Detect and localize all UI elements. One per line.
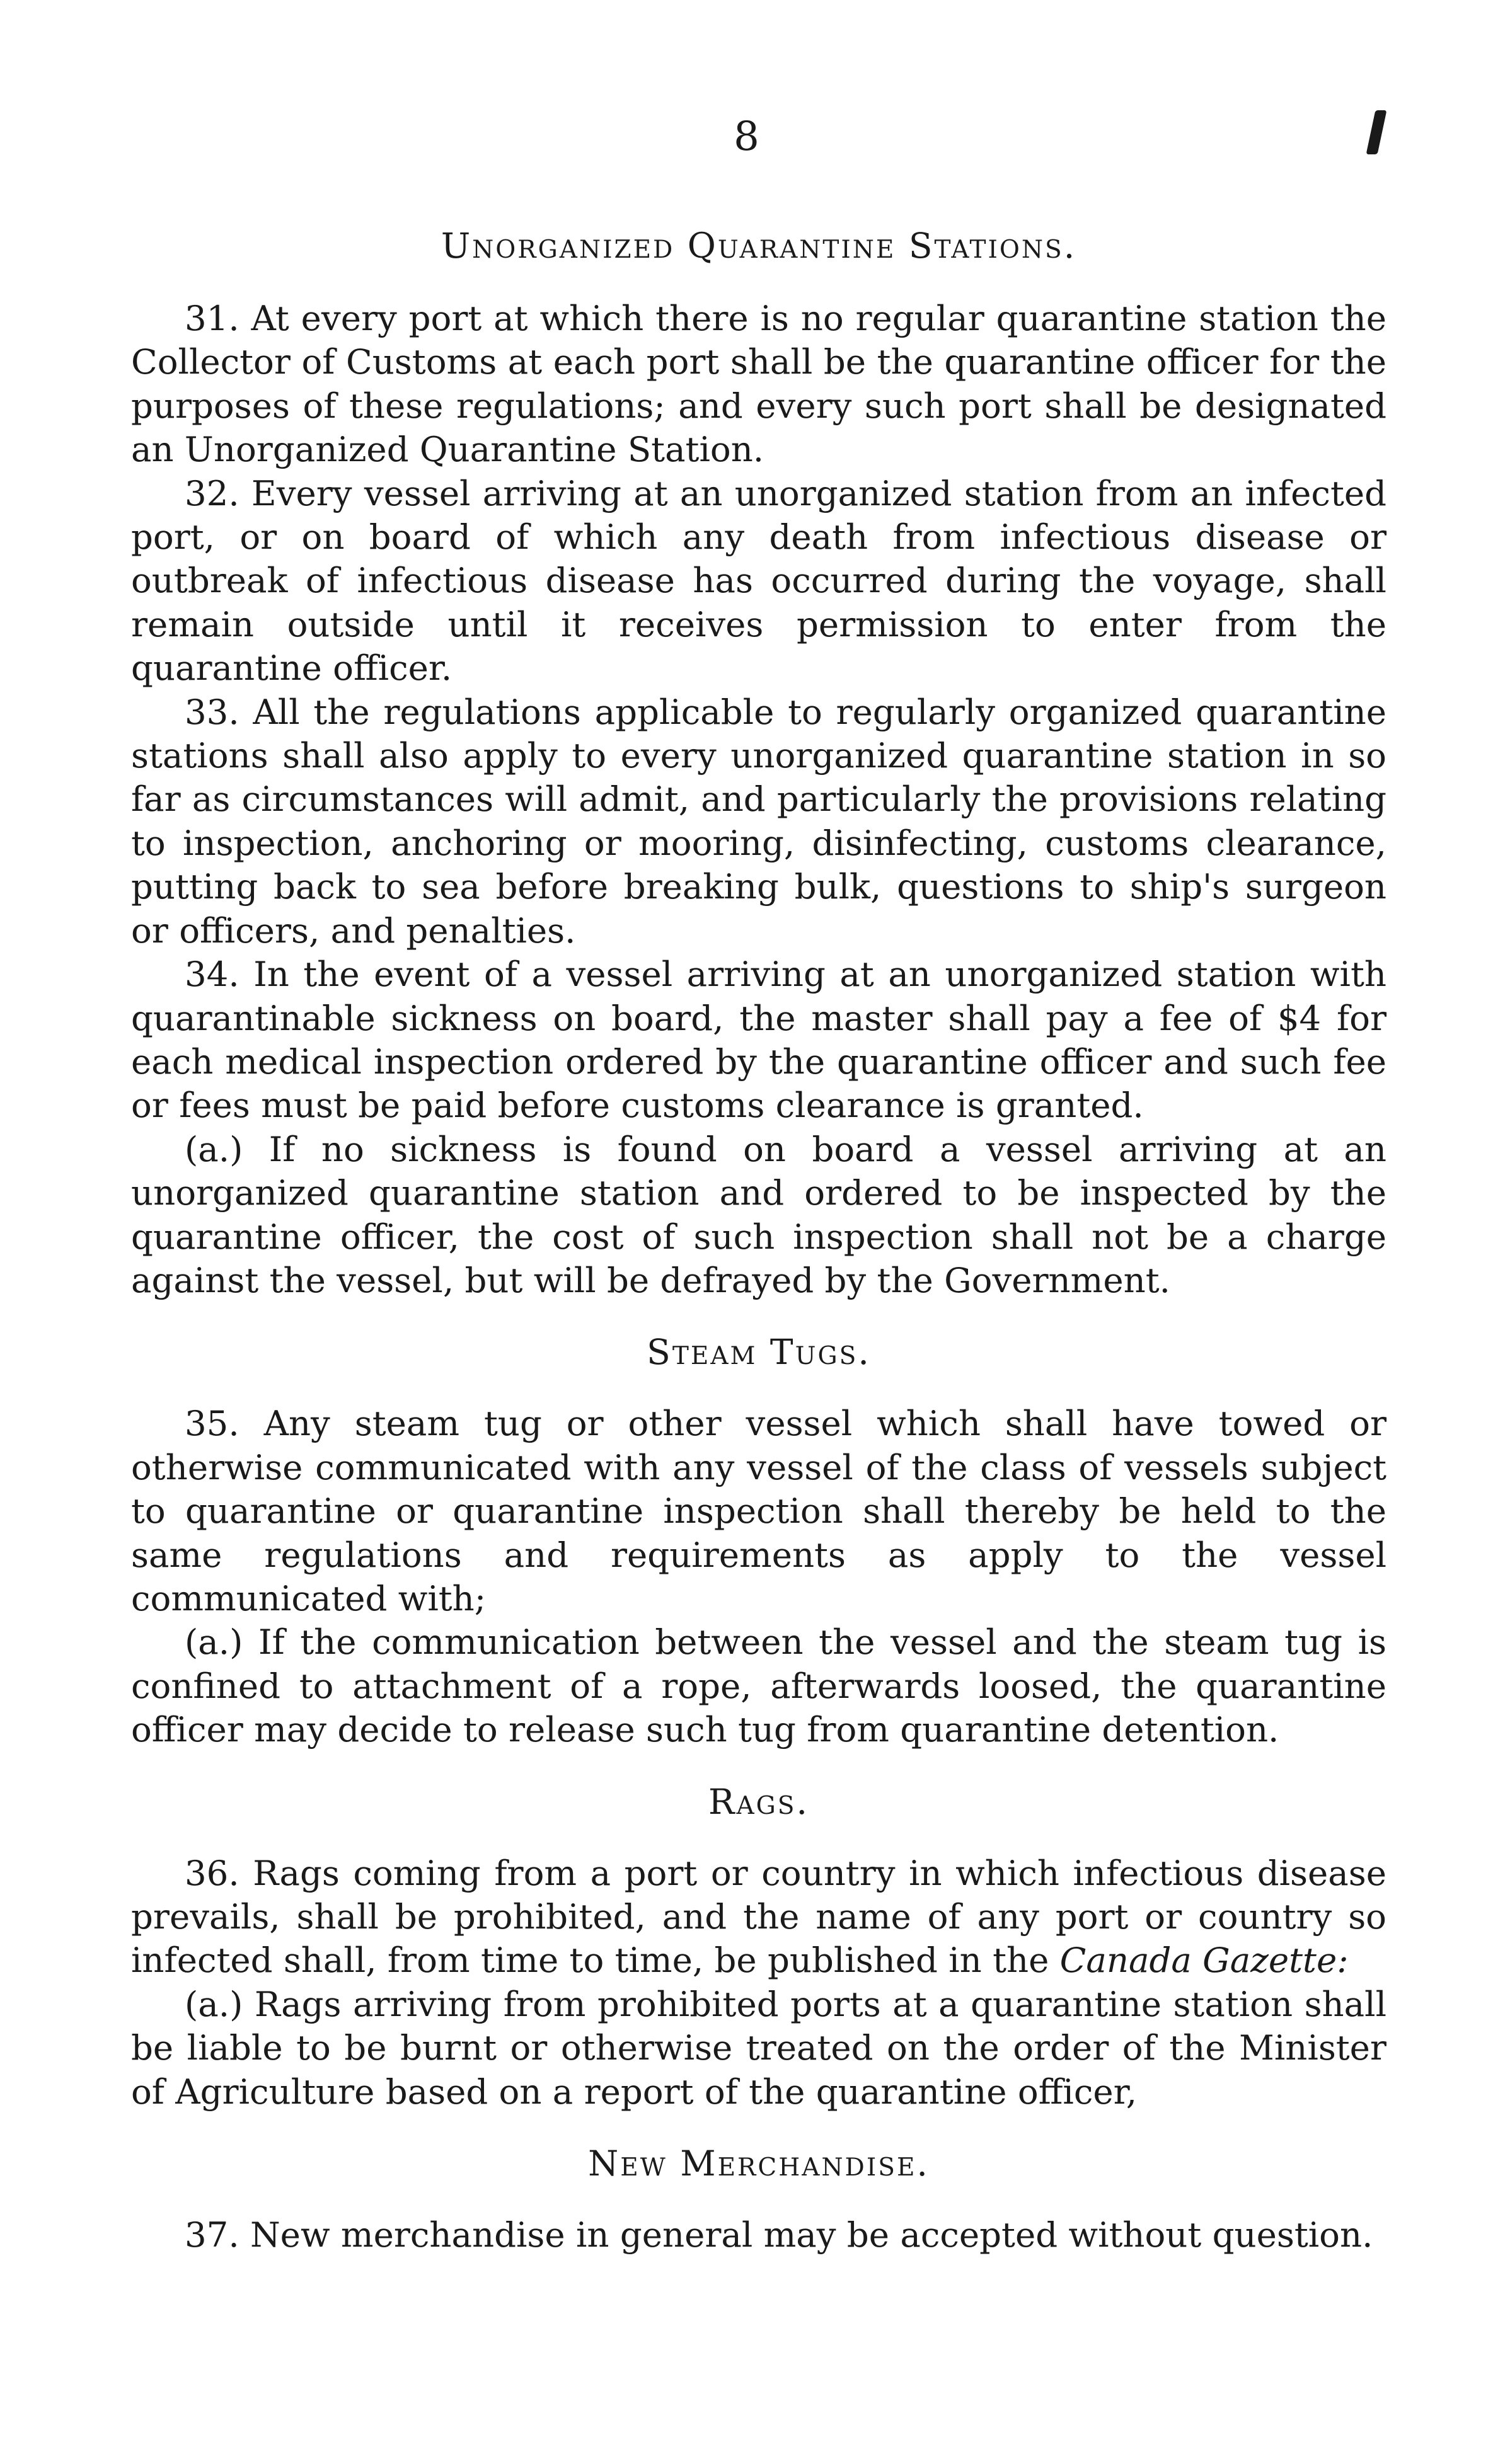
paragraph-33: 33. All the regulations applicable to regularly organized quarantine stations shall also apply to every unorganized quarantine station in so far as circumstances will admit, and particularly the provisions relating to inspection, anchoring or mooring, disinfecting, customs clearance, putting back to sea before breaking bulk, questions to ship's surgeon or officers, and penalties. <box>131 691 1386 951</box>
paragraph-34: 34. In the event of a vessel arriving at an unorganized station with quarantinable sickness on board, the master shall pay a fee of $4 for each medical inspection ordered by the quarantine officer and such fee or fees must be paid before customs clearance is granted. <box>131 954 1386 1126</box>
paragraph-36-text: 36. Rags coming from a port or country in which infectious disease prevails, shall be prohibited, and the name of any port or country so infected shall, from time to time, be published in the <box>131 1852 1386 1981</box>
canada-gazette-title: Canada Gazette: <box>1059 1940 1349 1981</box>
text-block <box>131 224 1386 2257</box>
paragraph-35: 35. Any steam tug or other vessel which shall have towed or otherwise communicated with any vessel of the class of vessels subject to quarantine or quarantine inspection shall thereby be held to the same regulations and requirements as apply to the vessel communicated with; <box>131 1403 1386 1619</box>
paragraph-34a: (a.) If no sickness is found on board a vessel arriving at an unorganized quarantine station and ordered to be inspected by the quarantine officer, the cost of such inspection shall not be a charge against the vessel, but will be defrayed by the Government. <box>131 1128 1386 1300</box>
paragraph-31: 31. At every port at which there is no regular quarantine station the Collector of Customs at each port shall be the quarantine officer for the purposes of these regulations; and every such port shall be designated an Unorganized Quarantine Station. <box>131 298 1386 470</box>
paragraph-37: 37. New merchandise in general may be accepted without question. <box>185 2215 1373 2255</box>
paragraph-36a: (a.) Rags arriving from prohibited ports at a quarantine station shall be liable to be burnt or otherwise treated on the order of the Minister of Agriculture based on a report of the quarantine officer, <box>131 1983 1386 2112</box>
section-heading-rags: Rags. <box>708 1781 809 1822</box>
section-heading-steam-tugs: Steam Tugs. <box>647 1332 871 1373</box>
section-heading-unorganized-quarantine-stations: Unorganized Quarantine Stations. <box>441 226 1077 266</box>
paragraph-36 <box>131 1852 1386 1983</box>
section-heading-new-merchandise: New Merchandise. <box>588 2143 930 2184</box>
page-number: 8 <box>734 113 759 160</box>
paragraph-32: 32. Every vessel arriving at an unorganized station from an infected port, or on board of which any death from infectious disease or outbreak of infectious disease has occurred during the voyage, shall remain outside until it receives permission to enter from the quarantine officer. <box>131 473 1386 689</box>
paragraph-35a: (a.) If the communication between the vessel and the steam tug is confined to attachment of a rope, afterwards loosed, the quarantine officer may decide to release such tug from quarantine detention. <box>131 1622 1386 1750</box>
